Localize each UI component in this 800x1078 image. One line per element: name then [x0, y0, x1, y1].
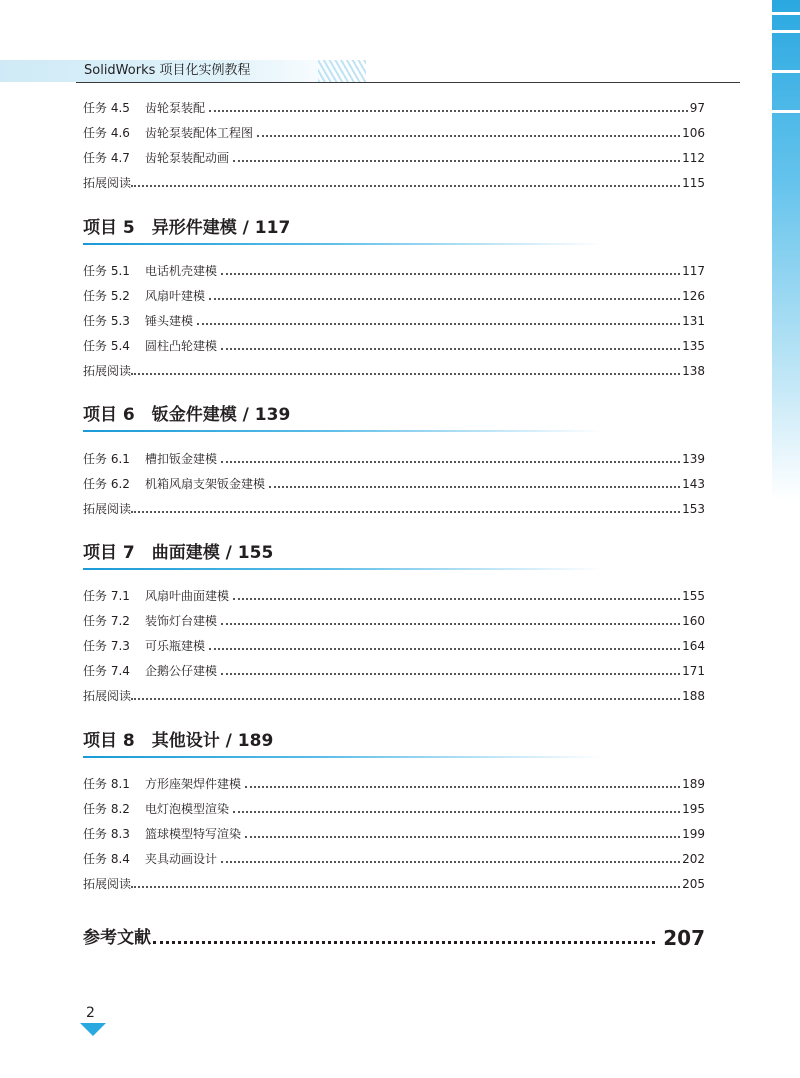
task-number: 任务 5.1	[83, 264, 130, 278]
references-page: 207	[663, 926, 705, 950]
toc-task-entry[interactable]	[83, 446, 705, 466]
page-marker-icon	[80, 1023, 106, 1036]
project-rule	[83, 243, 603, 245]
task-number: 任务 7.3	[83, 639, 130, 653]
entry-title: 圆柱凸轮建模	[145, 339, 218, 353]
toc-reading-entry[interactable]	[83, 496, 705, 516]
toc-reading-entry[interactable]	[83, 871, 705, 891]
project-heading[interactable]: 项目 5 异形件建模 / 117	[83, 218, 291, 238]
project-rule	[83, 430, 603, 432]
entry-page: 138	[682, 364, 705, 378]
task-number: 任务 7.4	[83, 664, 130, 678]
entry-page: 164	[682, 639, 705, 653]
entry-title: 可乐瓶建模	[145, 639, 206, 653]
toc-task-entry[interactable]	[83, 608, 705, 628]
dot-leader	[221, 861, 680, 863]
edge-decoration	[772, 0, 800, 500]
entry-title: 拓展阅读	[83, 877, 132, 891]
header-title: SolidWorks 项目化实例教程	[84, 63, 251, 78]
toc-task-entry[interactable]	[83, 821, 705, 841]
dot-leader	[131, 886, 680, 888]
task-number: 任务 8.3	[83, 827, 130, 841]
page-number: 2	[86, 1005, 95, 1021]
header-rule	[76, 82, 740, 83]
entry-page: 115	[682, 176, 705, 190]
task-number: 任务 5.4	[83, 339, 130, 353]
toc-reading-entry[interactable]	[83, 683, 705, 703]
toc-task-entry[interactable]	[83, 771, 705, 791]
entry-title: 拓展阅读	[83, 689, 132, 703]
toc-task-entry[interactable]	[83, 333, 705, 353]
toc-reading-entry[interactable]	[83, 170, 705, 190]
toc-task-entry[interactable]	[83, 258, 705, 278]
dot-leader	[197, 323, 680, 325]
entry-title: 齿轮泵装配动画	[145, 151, 230, 165]
project-rule	[83, 568, 603, 570]
task-number: 任务 4.5	[83, 101, 130, 115]
project-heading[interactable]: 项目 7 曲面建模 / 155	[83, 543, 274, 563]
dot-leader	[209, 110, 688, 112]
references-title: 参考文献	[83, 928, 151, 948]
entry-page: 135	[682, 339, 705, 353]
dot-leader	[233, 811, 680, 813]
toc-task-entry[interactable]	[83, 145, 705, 165]
entry-title: 方形座架焊件建模	[145, 777, 242, 791]
entry-page: 199	[682, 827, 705, 841]
task-number: 任务 6.2	[83, 477, 130, 491]
entry-page: 155	[682, 589, 705, 603]
dot-leader	[233, 160, 680, 162]
task-number: 任务 6.1	[83, 452, 130, 466]
task-number: 任务 5.2	[83, 289, 130, 303]
project-rule	[83, 756, 603, 758]
dot-leader	[131, 373, 680, 375]
toc-task-entry[interactable]	[83, 95, 705, 115]
dot-leader	[209, 298, 680, 300]
entry-title: 电话机壳建模	[145, 264, 218, 278]
dot-leader	[131, 185, 680, 187]
entry-page: 195	[682, 802, 705, 816]
entry-page: 202	[682, 852, 705, 866]
toc-task-entry[interactable]	[83, 796, 705, 816]
dot-leader	[153, 941, 655, 944]
entry-page: 106	[682, 126, 705, 140]
toc-task-entry[interactable]	[83, 846, 705, 866]
entry-page: 160	[682, 614, 705, 628]
dot-leader	[221, 348, 680, 350]
task-number: 任务 8.2	[83, 802, 130, 816]
toc-task-entry[interactable]	[83, 308, 705, 328]
dot-leader	[131, 698, 680, 700]
dot-leader	[233, 598, 680, 600]
dot-leader	[269, 486, 680, 488]
entry-title: 锤头建模	[145, 314, 194, 328]
entry-page: 112	[682, 151, 705, 165]
entry-title: 风扇叶建模	[145, 289, 206, 303]
entry-title: 拓展阅读	[83, 502, 132, 516]
toc-task-entry[interactable]	[83, 633, 705, 653]
references-entry[interactable]	[83, 924, 705, 950]
task-number: 任务 7.1	[83, 589, 130, 603]
entry-title: 企鹅公仔建模	[145, 664, 218, 678]
task-number: 任务 8.1	[83, 777, 130, 791]
dot-leader	[245, 836, 680, 838]
dot-leader	[209, 648, 680, 650]
entry-page: 117	[682, 264, 705, 278]
entry-title: 夹具动画设计	[145, 852, 218, 866]
entry-title: 齿轮泵装配	[145, 101, 206, 115]
project-heading[interactable]: 项目 6 钣金件建模 / 139	[83, 405, 291, 425]
task-number: 任务 4.6	[83, 126, 130, 140]
entry-page: 205	[682, 877, 705, 891]
entry-page: 139	[682, 452, 705, 466]
toc-task-entry[interactable]	[83, 658, 705, 678]
entry-page: 171	[682, 664, 705, 678]
dot-leader	[221, 461, 680, 463]
entry-title: 装饰灯台建模	[145, 614, 218, 628]
project-heading[interactable]: 项目 8 其他设计 / 189	[83, 731, 274, 751]
dot-leader	[131, 511, 680, 513]
entry-title: 篮球模型特写渲染	[145, 827, 242, 841]
entry-title: 电灯泡模型渲染	[145, 802, 230, 816]
entry-page: 143	[682, 477, 705, 491]
dot-leader	[257, 135, 680, 137]
entry-title: 机箱风扇支架钣金建模	[145, 477, 266, 491]
entry-page: 153	[682, 502, 705, 516]
entry-page: 97	[689, 101, 705, 115]
toc-task-entry[interactable]	[83, 120, 705, 140]
entry-title: 风扇叶曲面建模	[145, 589, 230, 603]
toc-task-entry[interactable]	[83, 583, 705, 603]
task-number: 任务 4.7	[83, 151, 130, 165]
task-number: 任务 7.2	[83, 614, 130, 628]
entry-title: 拓展阅读	[83, 364, 132, 378]
header-stripes	[318, 60, 366, 82]
toc-task-entry[interactable]	[83, 283, 705, 303]
dot-leader	[221, 623, 680, 625]
task-number: 任务 8.4	[83, 852, 130, 866]
entry-title: 拓展阅读	[83, 176, 132, 190]
toc-task-entry[interactable]	[83, 471, 705, 491]
entry-page: 126	[682, 289, 705, 303]
entry-page: 131	[682, 314, 705, 328]
toc-reading-entry[interactable]	[83, 358, 705, 378]
entry-title: 齿轮泵装配体工程图	[145, 126, 254, 140]
dot-leader	[245, 786, 680, 788]
dot-leader	[221, 273, 680, 275]
entry-page: 189	[682, 777, 705, 791]
entry-page: 188	[682, 689, 705, 703]
dot-leader	[221, 673, 680, 675]
task-number: 任务 5.3	[83, 314, 130, 328]
entry-title: 槽扣钣金建模	[145, 452, 218, 466]
